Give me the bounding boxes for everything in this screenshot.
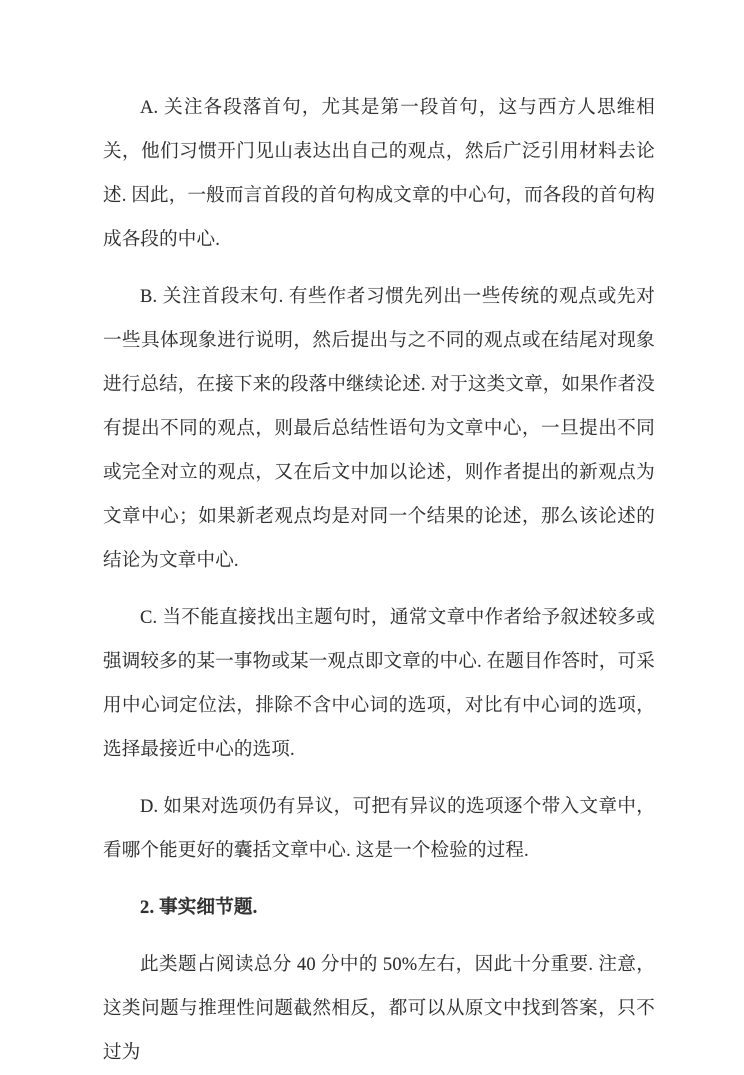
- paragraph-option-b: B. 关注首段末句. 有些作者习惯先列出一些传统的观点或先对一些具体现象进行说明，然后提出与之不同的观点或在结尾对现象进行总结，在接下来的段落中继续论述. 对于这类文章，如果作者没有提出不同的观点，则最后总结性语句为文章中心，一旦提出不同或完全对立的观点，又在后文中加以论述，则作者提出的新观点为文章中心；如果新老观点均是对同一个结果的论述，那么该论述的结论为文章中心.: [103, 287, 655, 571]
- paragraph-factual-detail-intro: 此类题占阅读总分 40 分中的 50%左右，因此十分重要. 注意，这类问题与推理性问题截然相反，都可以从原文中找到答案，只不过为: [103, 955, 655, 1063]
- section-heading-factual-detail: 2. 事实细节题.: [140, 898, 258, 918]
- paragraph-option-c: C. 当不能直接找出主题句时，通常文章中作者给予叙述较多或强调较多的某一事物或某一观点即文章的中心. 在题目作答时，可采用中心词定位法，排除不含中心词的选项，对比有中心词的选项，选择最接近中心的选项.: [103, 608, 655, 760]
- paragraph-option-a: A. 关注各段落首句，尤其是第一段首句，这与西方人思维相关，他们习惯开门见山表达出自己的观点，然后广泛引用材料去论述. 因此，一般而言首段的首句构成文章的中心句，而各段的首句构成各段的中心.: [103, 98, 655, 250]
- paragraph-option-d: D. 如果对选项仍有异议，可把有异议的选项逐个带入文章中，看哪个能更好的囊括文章中心. 这是一个检验的过程.: [103, 797, 655, 861]
